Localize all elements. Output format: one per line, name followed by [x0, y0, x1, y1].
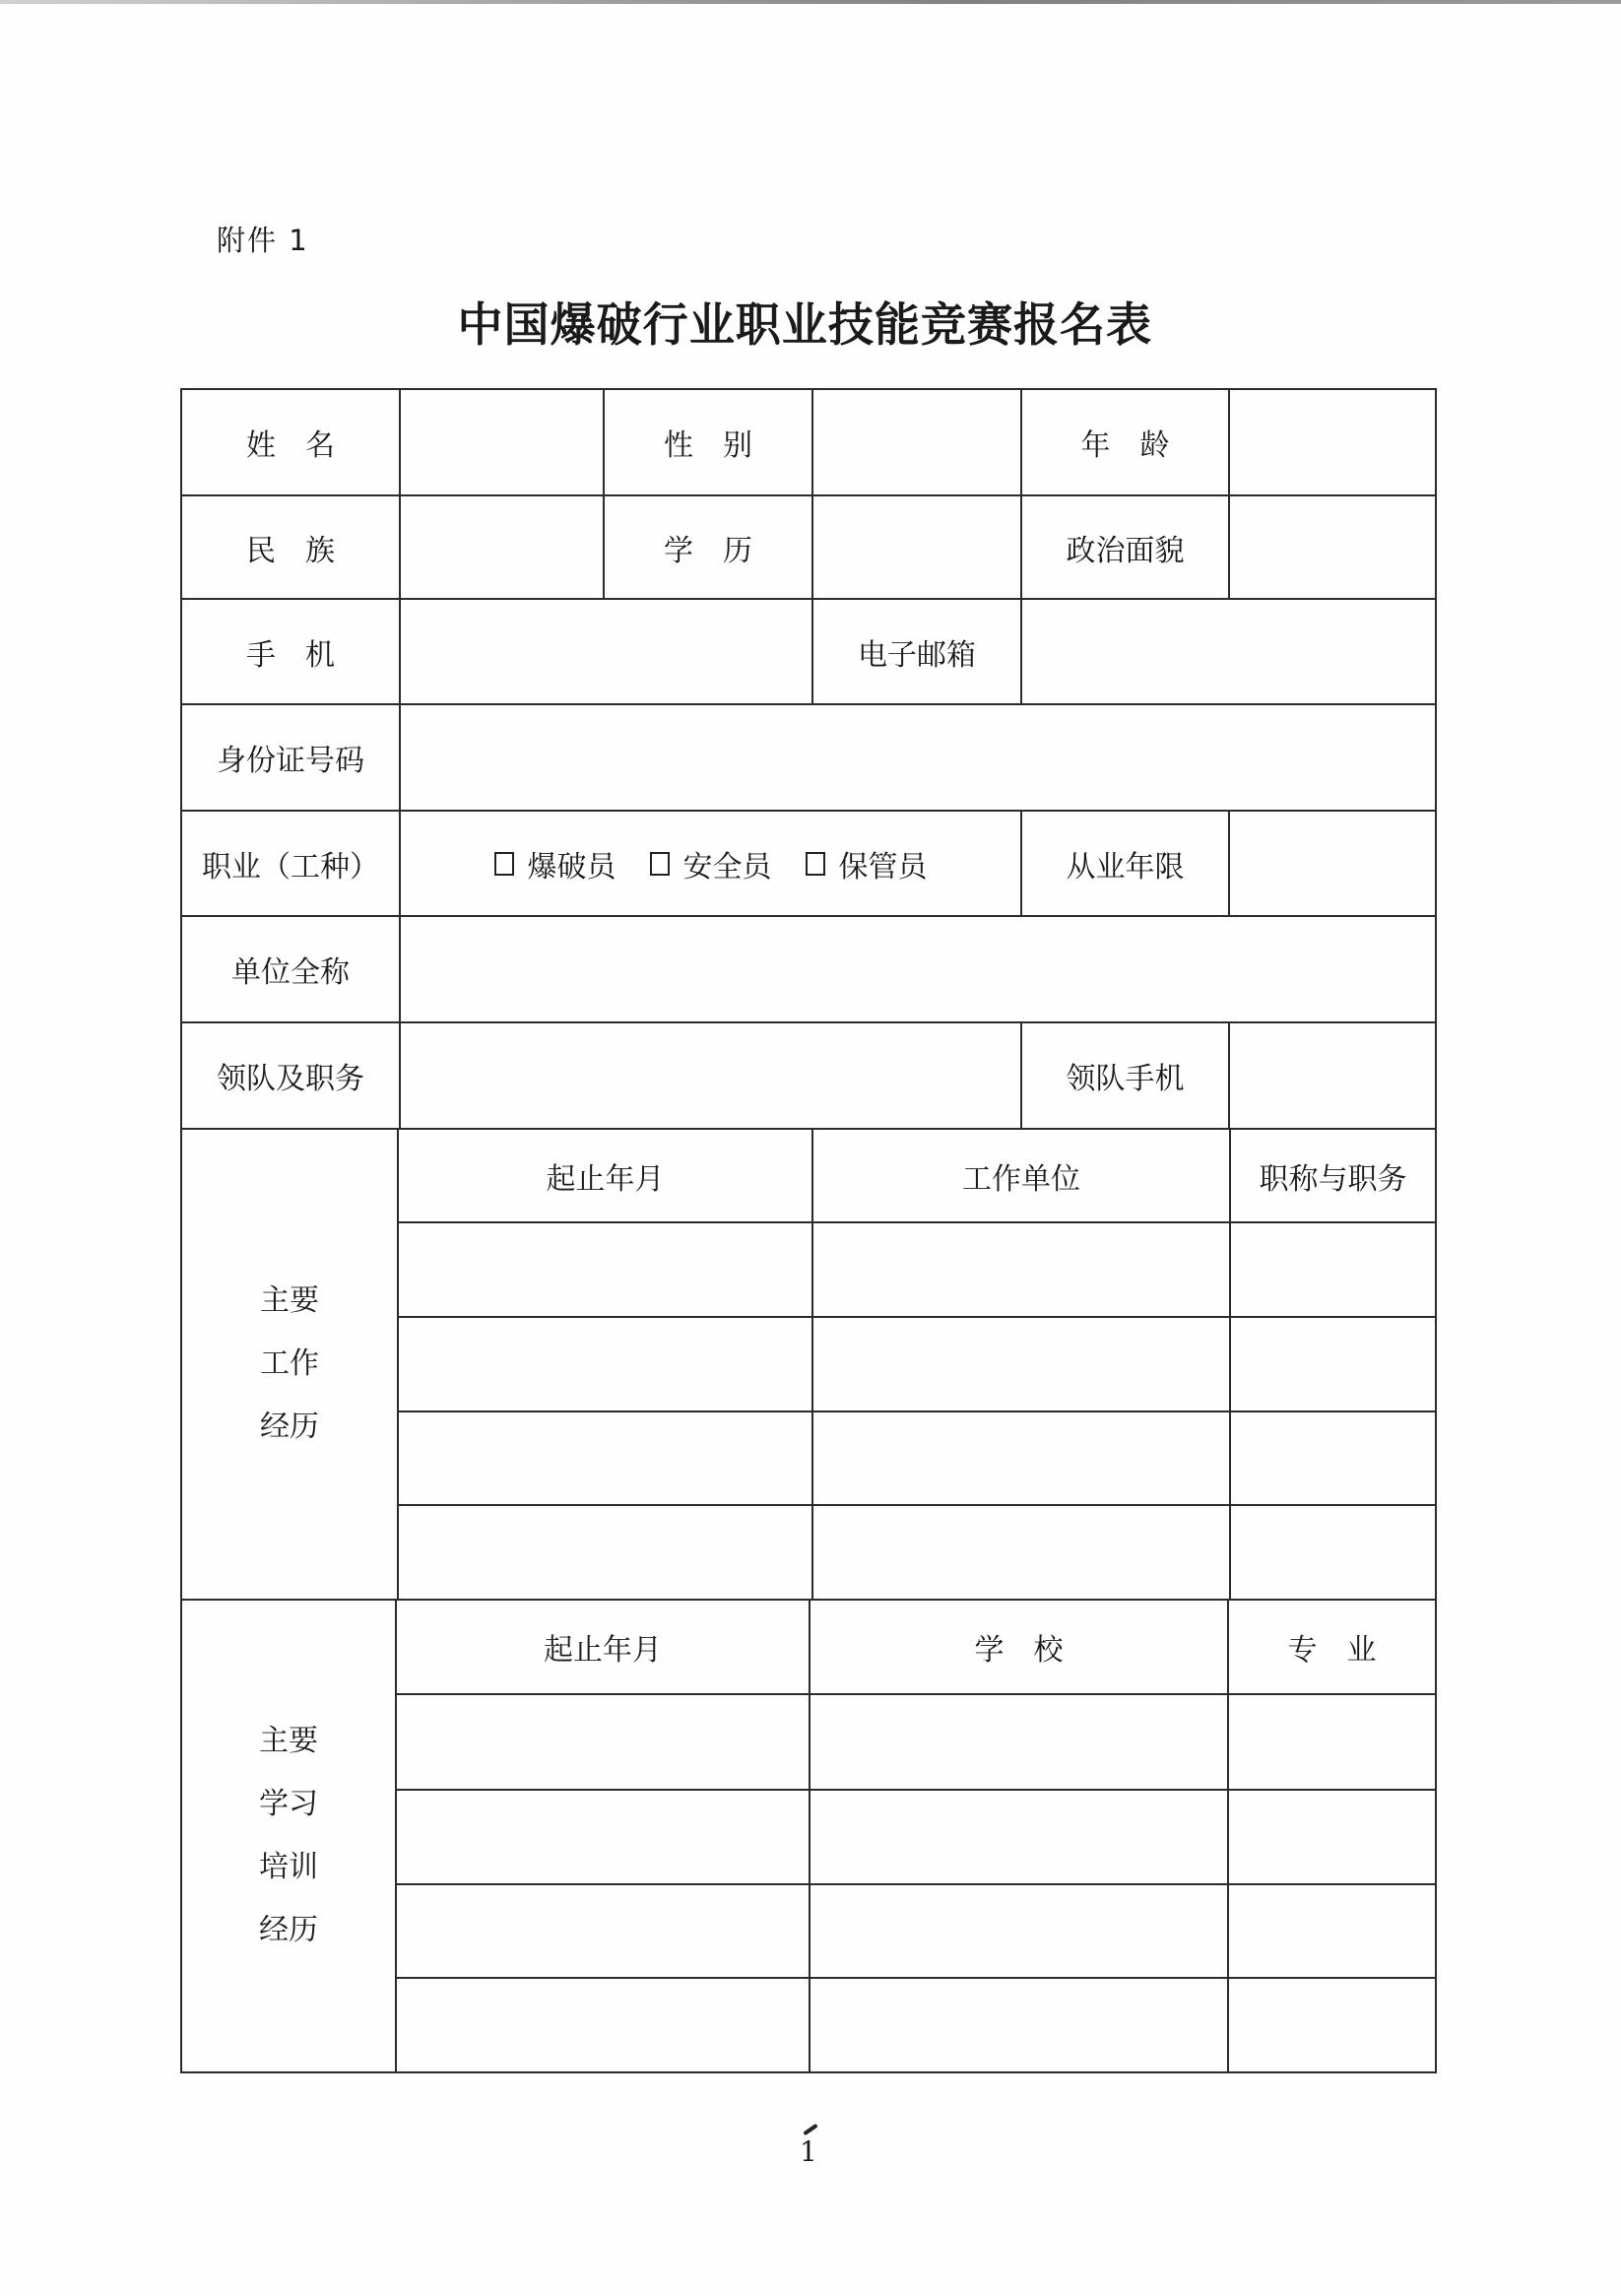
team-leader-field[interactable]	[399, 1021, 1022, 1130]
ethnicity-label: 民族	[180, 494, 401, 600]
edu-row-3-school[interactable]	[809, 1883, 1229, 1979]
phone-field[interactable]	[399, 598, 813, 705]
occupation-option-custodian[interactable]	[806, 842, 928, 886]
work-row-4-employer[interactable]	[811, 1504, 1231, 1601]
gender-label: 性别	[603, 388, 813, 496]
edu-header-major: 专业	[1227, 1599, 1437, 1695]
edu-row-1-school[interactable]	[809, 1693, 1229, 1791]
occupation-options	[399, 810, 1022, 917]
section-label-line: 经历	[260, 1410, 319, 1444]
edu-row-4-major[interactable]	[1227, 1977, 1437, 2073]
email-field[interactable]	[1020, 598, 1437, 705]
section-label-line: 主要	[259, 1724, 318, 1758]
name-label: 姓名	[180, 388, 401, 496]
section-label-line: 工作	[260, 1346, 319, 1381]
work-row-4-period[interactable]	[397, 1504, 813, 1601]
education-label: 学历	[603, 494, 813, 600]
edu-row-2-school[interactable]	[809, 1789, 1229, 1885]
document-title: 中国爆破行业职业技能竞赛报名表	[457, 298, 1153, 353]
education-field[interactable]	[811, 494, 1022, 600]
edu-row-4-school[interactable]	[809, 1977, 1229, 2073]
work-header-period: 起止年月	[397, 1128, 813, 1223]
edu-row-3-major[interactable]	[1227, 1883, 1437, 1979]
edu-header-school: 学校	[809, 1599, 1229, 1695]
work-row-4-title[interactable]	[1229, 1504, 1437, 1601]
team-leader-phone-field[interactable]	[1228, 1021, 1437, 1130]
occupation-option-safety-officer[interactable]	[650, 842, 772, 886]
occupation-option-blaster[interactable]	[494, 842, 616, 886]
option-label: 保管员	[838, 849, 928, 885]
work-row-1-employer[interactable]	[811, 1221, 1231, 1318]
work-header-title: 职称与职务	[1229, 1128, 1437, 1223]
section-label-line: 培训	[259, 1850, 318, 1884]
political-status-label: 政治面貌	[1020, 494, 1230, 600]
section-label-line: 学习	[259, 1787, 318, 1821]
edu-row-4-period[interactable]	[395, 1977, 810, 2073]
edu-row-2-period[interactable]	[395, 1789, 810, 1885]
id-number-field[interactable]	[399, 703, 1437, 812]
work-row-2-employer[interactable]	[811, 1316, 1231, 1412]
section-label-line: 主要	[260, 1283, 319, 1318]
id-number-label: 身份证号码	[180, 703, 401, 812]
option-label: 安全员	[682, 849, 772, 885]
name-field[interactable]	[399, 388, 605, 496]
edu-row-3-period[interactable]	[395, 1883, 810, 1979]
team-leader-phone-label: 领队手机	[1020, 1021, 1230, 1130]
years-of-service-label: 从业年限	[1020, 810, 1230, 917]
edu-row-1-period[interactable]	[395, 1693, 810, 1791]
education-history-section-label	[180, 1599, 397, 2073]
option-label: 爆破员	[527, 849, 616, 885]
email-label: 电子邮箱	[811, 598, 1022, 705]
political-status-field[interactable]	[1228, 494, 1437, 600]
team-leader-label: 领队及职务	[180, 1021, 401, 1130]
ethnicity-field[interactable]	[399, 494, 605, 600]
edu-row-2-major[interactable]	[1227, 1789, 1437, 1885]
gender-field[interactable]	[811, 388, 1022, 496]
years-of-service-field[interactable]	[1228, 810, 1437, 917]
work-row-1-period[interactable]	[397, 1221, 813, 1318]
checkbox-icon[interactable]	[494, 852, 514, 876]
phone-label: 手机	[180, 598, 401, 705]
edu-header-period: 起止年月	[395, 1599, 810, 1695]
section-label-line: 经历	[259, 1913, 318, 1947]
work-header-employer: 工作单位	[811, 1128, 1231, 1223]
page-number: 1	[800, 2135, 817, 2168]
work-row-3-employer[interactable]	[811, 1410, 1231, 1506]
work-row-2-period[interactable]	[397, 1316, 813, 1412]
organization-field[interactable]	[399, 915, 1437, 1023]
work-row-3-period[interactable]	[397, 1410, 813, 1506]
age-label: 年龄	[1020, 388, 1230, 496]
work-row-1-title[interactable]	[1229, 1221, 1437, 1318]
edu-row-1-major[interactable]	[1227, 1693, 1437, 1791]
work-row-2-title[interactable]	[1229, 1316, 1437, 1412]
work-row-3-title[interactable]	[1229, 1410, 1437, 1506]
organization-label: 单位全称	[180, 915, 401, 1023]
attachment-label: 附件 1	[217, 224, 309, 257]
checkbox-icon[interactable]	[650, 852, 670, 876]
work-history-section-label	[180, 1128, 399, 1601]
checkbox-icon[interactable]	[806, 852, 825, 876]
age-field[interactable]	[1228, 388, 1437, 496]
occupation-label: 职业（工种）	[180, 810, 401, 917]
